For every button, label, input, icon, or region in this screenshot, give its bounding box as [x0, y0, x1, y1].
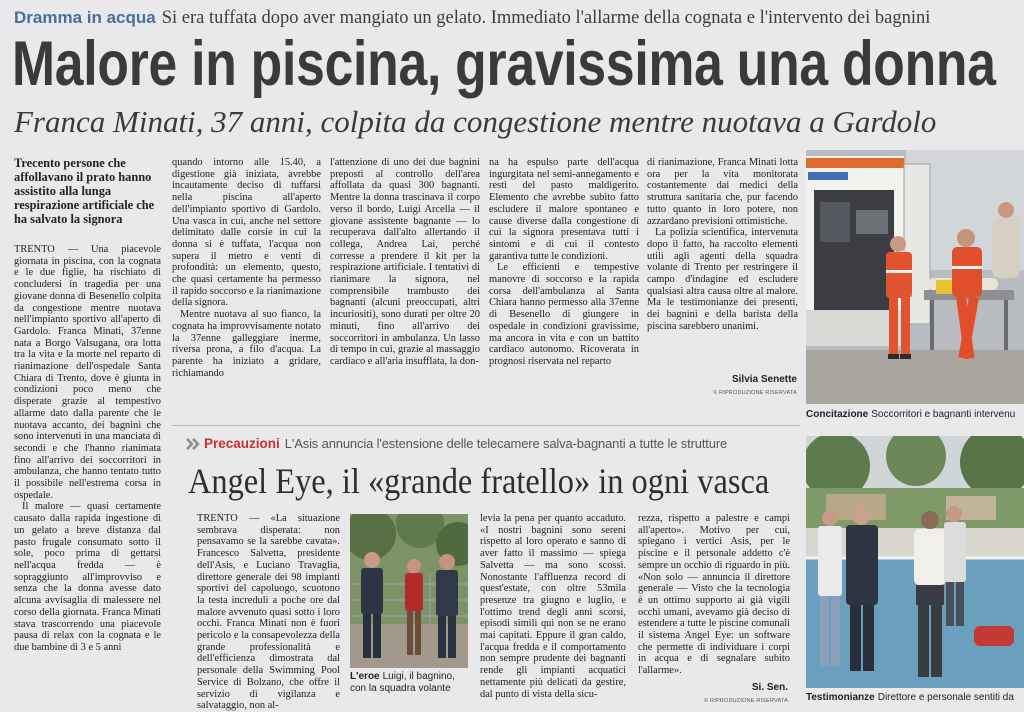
paragraph: levia la pena per quanto accaduto. «I nostri bagnini sono sereni rispetto al loro operato e sanno di aver fatto il massimo — spiega Salvetta — ma sono scossi. Nonostante l'affluenza record di quest'estate, con oltre 53mila presenze tra giugno e luglio, e l'ottimo trend degli anni scorsi, episodi simili qui non se ne erano mai capitati. Eppure il gran caldo, l'acqua fredda e il comportamento non sempre prudente dei bagnanti rende gli impianti acquatici nettamente più delicati da gestire, dal punto di vista della sicu- — [480, 513, 626, 700]
caption-text: Soccorritori e bagnanti intervenu — [871, 409, 1016, 420]
paragraph: na ha espulso parte dell'acqua ingurgitata nel semi-annegamento e resti del pasto maldigerito. Elemento che avrebbe subito fatto escludere il malore spontaneo e cause diverse dalla congestione di cui la signora presentava tutti i sintomi e di cui il contesto garantiva tutte le condizioni. — [489, 157, 639, 262]
byline: Si. Sen. — [751, 682, 788, 693]
paragraph: di rianimazione, Franca Minati lotta ora per la vita monitorata costantemente dai medici della struttura sanitaria che, pur facendo tutto quanto in loro potere, non azzardano previsioni ottimistiche. — [647, 157, 798, 227]
photo-pool-witnesses — [806, 436, 1024, 688]
main-column-3 — [330, 157, 480, 403]
caption-label: L'eroe — [350, 671, 380, 682]
main-column-2 — [172, 157, 321, 403]
ambulance — [806, 156, 930, 346]
second-headline — [188, 458, 788, 504]
caption-text: Direttore e personale sentiti da — [877, 692, 1014, 703]
photo-lifeguard — [350, 514, 468, 668]
second-column-1 — [197, 513, 340, 712]
kicker-label: Dramma in acqua — [14, 8, 156, 27]
kicker-text: Si era tuffata dopo aver mangiato un gelato. Immediato l'allarme della cognata e l'intervento dei bagnini — [161, 8, 931, 28]
main-column-4 — [489, 157, 639, 403]
paragraph: TRENTO — Una piacevole giornata in piscina, con la cognata e le due figlie, ha rischiato di concludersi in tragedia per una giovane donna di Besenello colpita da congestione mentre nuotava nell'impianto sportivo all'aperto di Gardolo. Franca Minati, 37enne nata a Borgo Valsugana, ora lotta tra la vita e la morte nel reparto di rianimazione dell'ospedale Santa Chiara di Trento, dove è giunta in condizioni poco meno che disperate grazie al tempestivo allarme dato dalla parente che le nuotava accanto, dei bagnini che sono intervenuti in una manciata di secondi e che l'hanno rianimata fino all'arrivo dei soccorritori in ambulanza, che hanno tentato tutto il possibile nell'estrema corsa in ospedale. — [14, 244, 161, 501]
copyright-note: © RIPRODUZIONE RISERVATA — [704, 698, 788, 704]
photo-ambulance-rescue — [806, 150, 1024, 404]
red-bag — [974, 626, 1014, 646]
paragraph: Le efficienti e tempestive manovre di soccorso e la rapida corsa dell'ambulanza al Santa Chiara hanno permesso alla 37enne di Besenello di giungere in ospedale in condizioni gravissime, ma ancora in vita e con un battito cardiaco autonomo. Ricoverata in prognosi riservata nel reparto — [489, 262, 639, 367]
second-kicker — [186, 434, 796, 454]
main-column-1 — [14, 244, 161, 712]
paragraph: quando intorno alle 15.40, a digestione già iniziata, avrebbe incautamente deciso di tuffarsi nella piscina all'aperto dell'impianto sportivo di Gardolo. Una vasca in cui, anche nel settore delimitato dalle corsie in cui la donna si è tuffata, l'acqua non supera il metro e venti di profondità: un elemento, questo, che quasi certamente ha permesso il rapido soccorso e la rianimazione della signora. — [172, 157, 321, 309]
byline: Silvia Senette — [731, 374, 797, 385]
photo-caption — [806, 692, 1024, 706]
main-column-5 — [647, 157, 798, 371]
paragraph: Il malore — quasi certamente causato dalla rapida ingestione di un gelato a breve distanza dal pasto frugale consumato sotto il sole, poco prima di gettarsi nell'acqua fredda — è sopraggiunto all'improvviso e senza che la donna avesse dato alcuna avvisaglia di malessere nel corso della giornata. Franca Minati stava trascorrendo una piacevole pausa di relax con la cognata e le due bambine di 3 e 5 anni — [14, 501, 161, 653]
article-lead: Trecento persone che affollavano il prato hanno assistito alla lunga respirazione artificiale che ha salvato la signora — [14, 156, 155, 226]
second-column-3 — [638, 513, 790, 677]
kicker-text: L'Asis annuncia l'estensione delle telecamere salva-bagnanti a tutte le strutture — [284, 436, 728, 451]
kicker-label: Precauzioni — [204, 436, 280, 451]
subheadline: Franca Minati, 37 anni, colpita da congestione mentre nuotava a Gardolo — [14, 104, 937, 139]
photo-caption — [806, 409, 1024, 422]
caption-label: Concitazione — [806, 409, 869, 420]
main-headline — [12, 28, 1020, 100]
second-headline-text: Angel Eye, il «grande fratello» in ogni vasca — [188, 461, 770, 501]
paragraph: rezza, rispetto a palestre e campi all'aperto». Motivo per cui, spiegano i vertici Asis, per le piscine e il personale addetto c'è sempre un occhio di riguardo in più. «Non solo — annuncia il direttore generale — Visto che la tecnologia è un ottimo supporto ai già vigili occhi umani, avevamo già deciso di estendere a tutte le piscine comunali il sistema Angel Eye: un software che permette di individuare i corpi in acqua e di segnalare subito l'allarme». — [638, 513, 790, 677]
section-divider — [172, 425, 800, 426]
double-chevron-icon — [186, 438, 200, 450]
copyright-note: © RIPRODUZIONE RISERVATA — [713, 390, 797, 396]
caption-text: Luigi, il bagnino, con la squadra volante — [350, 671, 455, 694]
paragraph: l'attenzione di uno dei due bagnini preposti al controllo dell'area affollata da quasi 300 bagnanti. Mentre la donna trascinava il corpo verso il bordo, Luigi Arcella — il giovane assistente bagnante — lo recuperava dall'alto allertando il collega, Andrea Lai, perché corresse a prendere il kit per la respirazione artificiale. I tentativi di rianimare la signora, nel comprensibile trambusto dei bagnanti (alcuni preoccupati, altri incuriositi), sono durati per oltre 20 minuti, fino all'arrivo dei soccorritori in ambulanza. Un lasso di tempo in cui, grazie al massaggio cardiaco e all'aria insufflata, la don- — [330, 157, 480, 367]
paragraph: Mentre nuotava al suo fianco, la cognata ha improvvisamente notato la 37enne galleggiare inerme, riversa prona, a filo d'acqua. La parente ha iniziato a gridare, richiamando — [172, 309, 321, 379]
caption-label: Testimonianze — [806, 692, 875, 703]
paragraph: La polizia scientifica, intervenuta dopo il fatto, ha raccolto elementi utili agli agenti della squadra volante di Trento per restringere il campo d'indagine ed escludere qualsiasi altra causa oltre al malore. Ma le testimonianze dei presenti, dei bagnini e della barista della piscina sarebbero unanimi. — [647, 227, 798, 332]
paragraph: TRENTO — «La situazione sembrava disperata: non pensavamo se la sarebbe cavata». Francesco Salvetta, presidente dell'Asis, e Luciano Travaglia, direttore generale dei 98 impianti sportivi del capoluogo, scuotono la testa increduli a poche ore dal malore avvenuto quasi sotto i loro occhi. Franca Minati non è fuori pericolo e la consapevolezza della grande professionalità e dell'efficienza dimostrata dal personale della Swimming Pool Service di Bolzano, che offre il servizio di vigilanza e salvataggio, non al- — [197, 513, 340, 712]
photo-caption — [350, 671, 470, 697]
second-column-2 — [480, 513, 626, 712]
main-headline-text: Malore in piscina, gravissima una donna — [12, 29, 996, 99]
